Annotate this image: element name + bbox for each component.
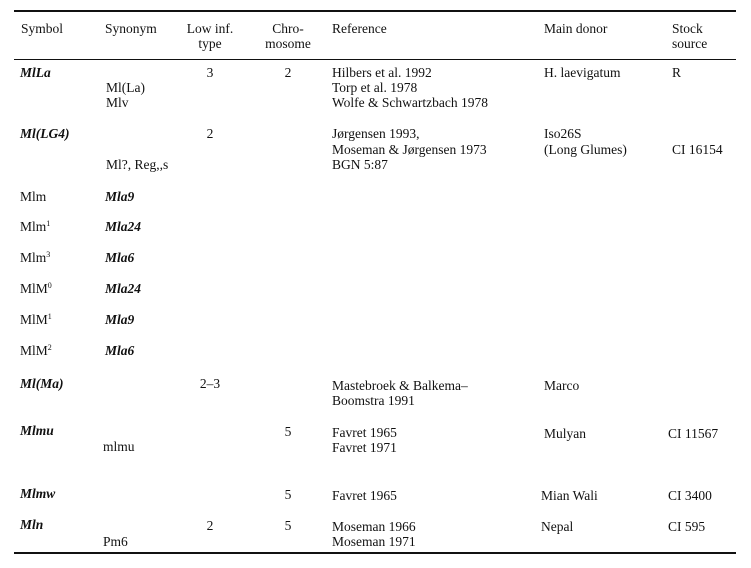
symbol-cell: Mln: [20, 517, 44, 532]
low-inf-cell: 2–3: [199, 376, 221, 391]
low-inf-cell: 2: [206, 518, 214, 533]
symbol-cell: Mlmu: [20, 423, 54, 438]
reference-cell: Moseman 1971: [332, 534, 416, 549]
synonym-cell: Ml(La): [106, 80, 145, 95]
symbol-cell: MlM$^2$: [20, 343, 52, 358]
header-stock-2: source: [672, 36, 708, 51]
symbol-superscript: 1: [47, 312, 52, 321]
table-bottom-rule: [14, 552, 736, 554]
symbol-cell: Ml(Ma): [20, 376, 64, 391]
reference-cell: Torp et al. 1978: [332, 80, 418, 95]
symbol-cell: MlLa: [20, 65, 51, 80]
symbol-cell: MlM$^0$: [20, 281, 52, 296]
synonym-cell: Mla6: [105, 250, 135, 265]
reference-cell: Boomstra 1991: [332, 393, 415, 408]
chromosome-cell: 5: [284, 487, 292, 502]
donor-cell: Mulyan: [544, 426, 586, 441]
reference-cell: Favret 1971: [332, 440, 397, 455]
reference-cell: BGN 5:87: [332, 157, 388, 172]
header-main-donor: Main donor: [544, 21, 608, 36]
chromosome-cell: 2: [284, 65, 292, 80]
reference-cell: Moseman 1966: [332, 519, 416, 534]
header-symbol: Symbol: [21, 21, 64, 36]
reference-cell: Hilbers et al. 1992: [332, 65, 432, 80]
symbol-cell: Mlm$^1$: [20, 219, 51, 234]
symbol-superscript: 2: [47, 343, 52, 352]
synonym-cell: Mla6: [105, 343, 135, 358]
stock-cell: CI 16154: [672, 142, 723, 157]
stock-cell: R: [672, 65, 682, 80]
reference-cell: Favret 1965: [332, 425, 397, 440]
header-synonym: Synonym: [105, 21, 157, 36]
low-inf-cell: 2: [206, 126, 214, 141]
symbol-superscript: 3: [46, 250, 51, 259]
reference-cell: Wolfe & Schwartzbach 1978: [332, 95, 488, 110]
donor-cell: Nepal: [541, 519, 574, 534]
reference-cell: Moseman & Jørgensen 1973: [332, 142, 487, 157]
reference-cell: Mastebroek & Balkema–: [332, 378, 468, 393]
low-inf-cell: 3: [206, 65, 214, 80]
header-rule: [14, 59, 736, 60]
header-low-inf-2: type: [198, 36, 222, 51]
header-chromosome-1: Chro-: [272, 21, 304, 36]
table-top-rule: [14, 10, 736, 12]
synonym-cell: mlmu: [103, 439, 135, 454]
reference-cell: Jørgensen 1993,: [332, 126, 420, 141]
synonym-cell: Mla24: [105, 281, 142, 296]
symbol-cell: Mlmw: [20, 486, 56, 501]
synonym-cell: Mla9: [105, 189, 135, 204]
stock-cell: CI 11567: [668, 426, 719, 441]
synonym-cell: Ml?, Reg,,s: [106, 157, 169, 172]
synonym-cell: Mlv: [106, 95, 129, 110]
reference-cell: Favret 1965: [332, 488, 397, 503]
symbol-superscript: 1: [46, 219, 51, 228]
donor-cell: Mian Wali: [541, 488, 598, 503]
symbol-cell: Mlm: [20, 189, 47, 204]
header-chromosome-2: mosome: [265, 36, 311, 51]
synonym-cell: Mla9: [105, 312, 135, 327]
donor-cell: H. laevigatum: [544, 65, 621, 80]
header-reference: Reference: [332, 21, 387, 36]
symbol-cell: MlM$^1$: [20, 312, 52, 327]
chromosome-cell: 5: [284, 518, 292, 533]
header-low-inf-1: Low inf.: [186, 21, 234, 36]
stock-cell: CI 595: [668, 519, 706, 534]
synonym-cell: Mla24: [105, 219, 142, 234]
stock-cell: CI 3400: [668, 488, 712, 503]
synonym-cell: Pm6: [103, 534, 128, 549]
chromosome-cell: 5: [284, 424, 292, 439]
symbol-superscript: 0: [47, 281, 52, 290]
donor-cell: Iso26S: [544, 126, 582, 141]
donor-cell: Marco: [544, 378, 580, 393]
donor-cell: (Long Glumes): [544, 142, 627, 157]
symbol-cell: Ml(LG4): [20, 126, 70, 141]
header-stock-1: Stock: [672, 21, 703, 36]
symbol-cell: Mlm$^3$: [20, 250, 51, 265]
